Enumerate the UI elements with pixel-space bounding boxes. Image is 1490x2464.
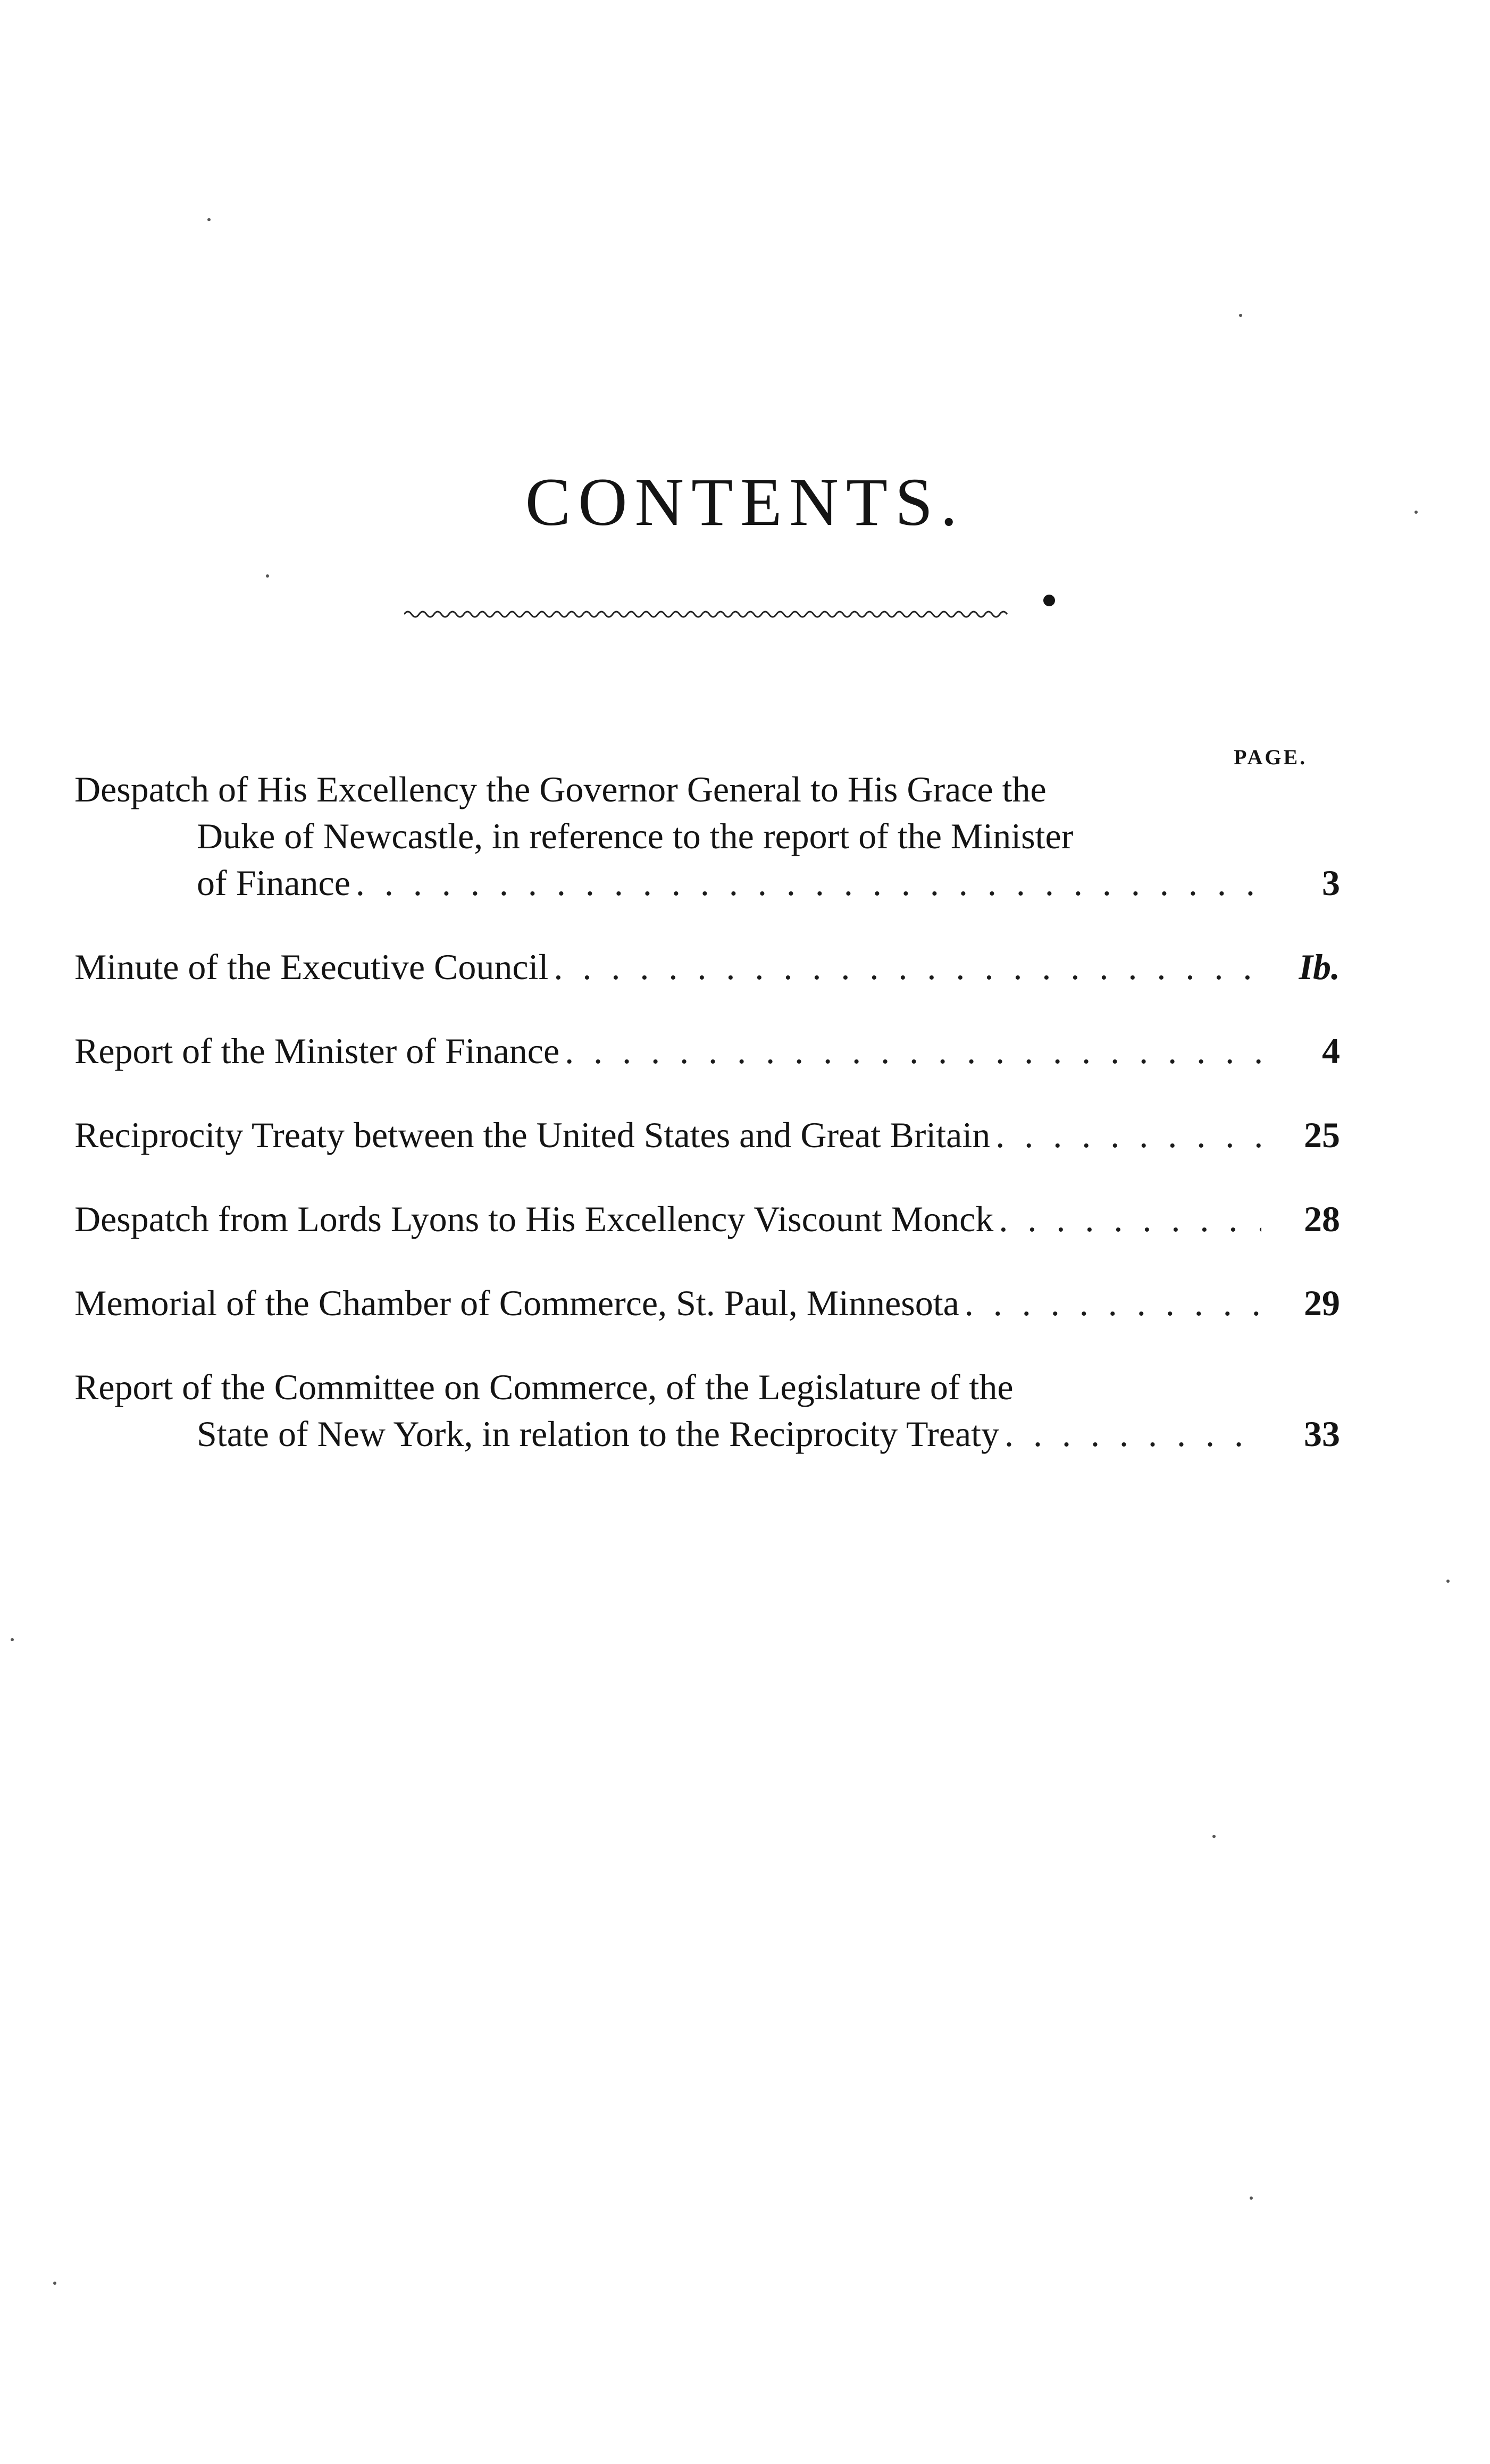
scan-speck [207,218,211,221]
page-title: CONTENTS. [525,464,965,540]
scan-speck [11,1638,14,1641]
toc-entry-text: State of New York, in relation to the Reciprocity Treaty [197,1414,1000,1454]
toc-entry-text: Despatch of His Excellency the Governor General to His Grace the [74,769,1047,809]
toc-entry-line [74,859,1340,906]
toc-entry-line [74,1112,1340,1158]
toc-entry-text: Memorial of the Chamber of Commerce, St. Paul, Minnesota [74,1283,959,1323]
toc-entry-text: Minute of the Executive Council [74,947,549,987]
scan-speck [1414,511,1418,514]
toc-entry-line [74,813,1340,859]
dot-leader [565,1028,1261,1074]
toc-entry-text: of Finance [197,863,350,903]
toc-page-number: 33 [1304,1414,1340,1454]
toc-entry [74,1280,1340,1326]
scan-speck [1446,1580,1450,1583]
toc-entry-text: Report of the Minister of Finance [74,1031,560,1071]
scan-speck [1212,1835,1216,1838]
table-of-contents [74,766,1340,1494]
toc-entry [74,1028,1340,1074]
toc-entry-line [74,1196,1340,1242]
dot-leader [356,859,1261,906]
toc-entry-line [74,1028,1340,1074]
dot-leader [554,943,1261,990]
toc-entry-line [74,766,1340,813]
toc-page-number: 29 [1304,1283,1340,1323]
toc-entry [74,1196,1340,1242]
toc-entry-line [74,943,1340,990]
toc-page-number: Ib. [1299,947,1340,987]
scan-speck [1239,314,1242,317]
page-column-label: PAGE. [1234,745,1308,769]
scan-speck [266,574,269,578]
toc-entry-line [74,1364,1340,1410]
toc-entry [74,1112,1340,1158]
toc-entry-text: Reciprocity Treaty between the United States and Great Britain [74,1115,991,1155]
toc-entry-line [74,1410,1340,1457]
toc-page-number: 25 [1304,1115,1340,1155]
toc-entry-text: Report of the Committee on Commerce, of the Legislature of the [74,1367,1014,1407]
ornament-dot [1043,595,1055,606]
dot-leader [999,1196,1261,1242]
wavy-rule-ornament [404,606,1010,622]
toc-entry [74,766,1340,906]
toc-entry [74,943,1340,990]
scan-speck [1250,2196,1253,2200]
dot-leader [965,1280,1261,1326]
dot-leader [1005,1410,1261,1457]
toc-entry-text: Duke of Newcastle, in reference to the report of the Minister [197,816,1074,856]
scan-speck [53,2282,56,2285]
toc-page-number: 28 [1304,1199,1340,1239]
toc-entry-line [74,1280,1340,1326]
dot-leader [995,1112,1261,1158]
toc-page-number: 4 [1322,1031,1340,1071]
toc-page-number: 3 [1322,863,1340,903]
toc-entry [74,1364,1340,1457]
toc-entry-text: Despatch from Lords Lyons to His Excellency Viscount Monck [74,1199,994,1239]
